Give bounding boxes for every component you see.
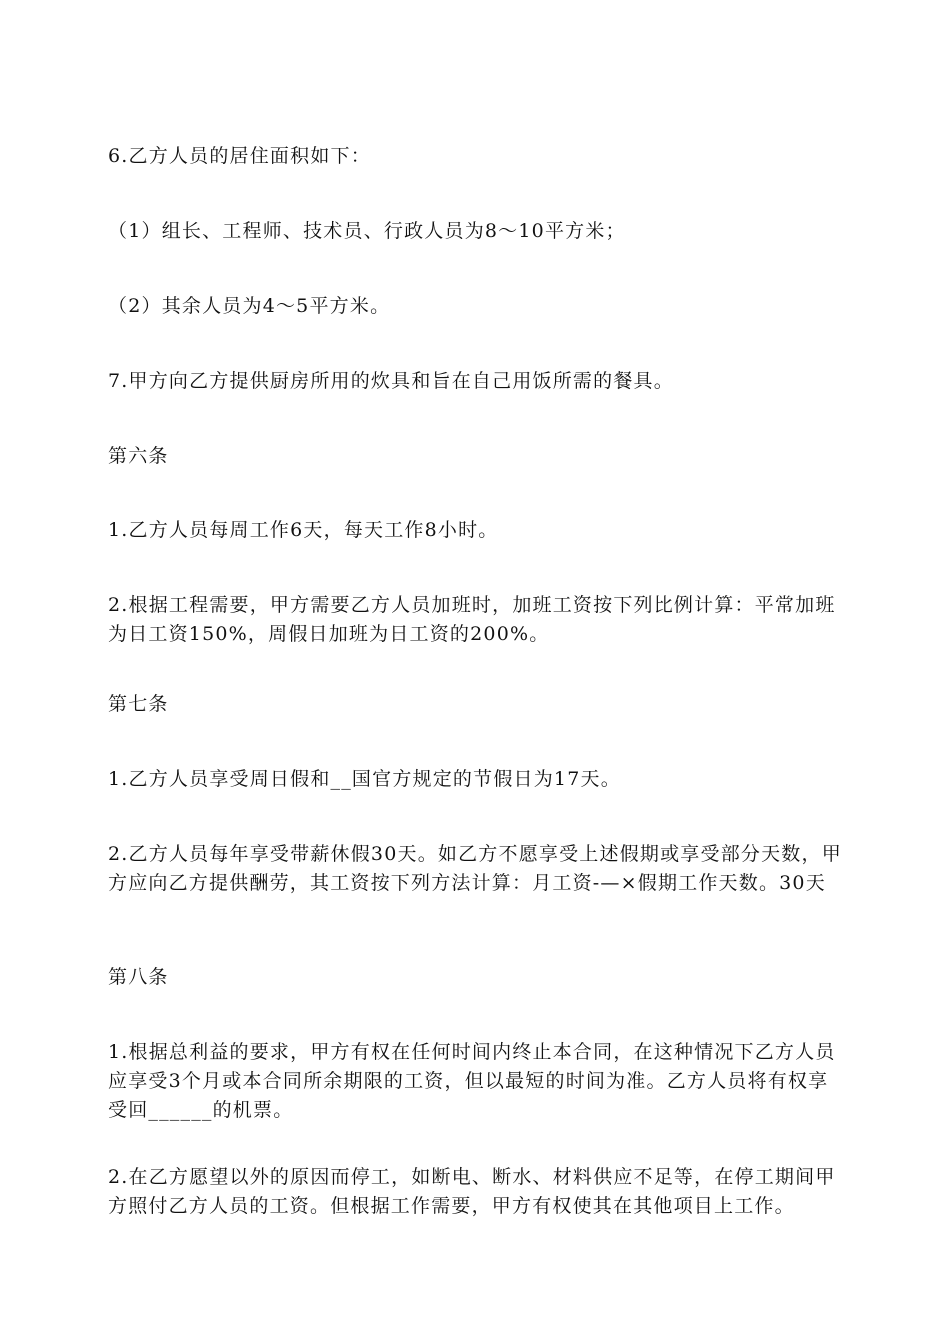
- paragraph-work-stoppage: 2.在乙方愿望以外的原因而停工，如断电、断水、材料供应不足等，在停工期间甲方照付乙方人员的工资。但根据工作需要，甲方有权使其在其他项目上工作。: [108, 1166, 836, 1217]
- section-heading-article-7: 第七条: [108, 693, 169, 715]
- paragraph-overtime-pay: 2.根据工程需要，甲方需要乙方人员加班时，加班工资按下列比例计算：平常加班为日工资150%，周假日加班为日工资的200%。: [108, 594, 836, 645]
- paragraph-termination: 1.根据总利益的要求，甲方有权在任何时间内终止本合同，在这种情况下乙方人员应享受3个月或本合同所余期限的工资，但以最短的时间为准。乙方人员将有权享受回______的机票。: [108, 1041, 836, 1121]
- paragraph-kitchenware: 7.甲方向乙方提供厨房所用的炊具和旨在自己用饭所需的餐具。: [108, 370, 674, 392]
- paragraph-work-hours: 1.乙方人员每周工作6天，每天工作8小时。: [108, 519, 499, 541]
- paragraph-paid-leave: 2.乙方人员每年享受带薪休假30天。如乙方不愿享受上述假期或享受部分天数，甲方应向乙方提供酬劳，其工资按下列方法计算：月工资-—×假期工作天数。30天: [108, 843, 842, 894]
- paragraph-living-area: 6.乙方人员的居住面积如下：: [108, 145, 371, 167]
- section-heading-article-8: 第八条: [108, 966, 169, 988]
- section-heading-article-6: 第六条: [108, 445, 169, 467]
- paragraph-holidays: 1.乙方人员享受周日假和__国官方规定的节假日为17天。: [108, 768, 621, 790]
- paragraph-area-item-2: （2）其余人员为4～5平方米。: [108, 295, 391, 317]
- paragraph-area-item-1: （1）组长、工程师、技术员、行政人员为8～10平方米；: [108, 220, 626, 242]
